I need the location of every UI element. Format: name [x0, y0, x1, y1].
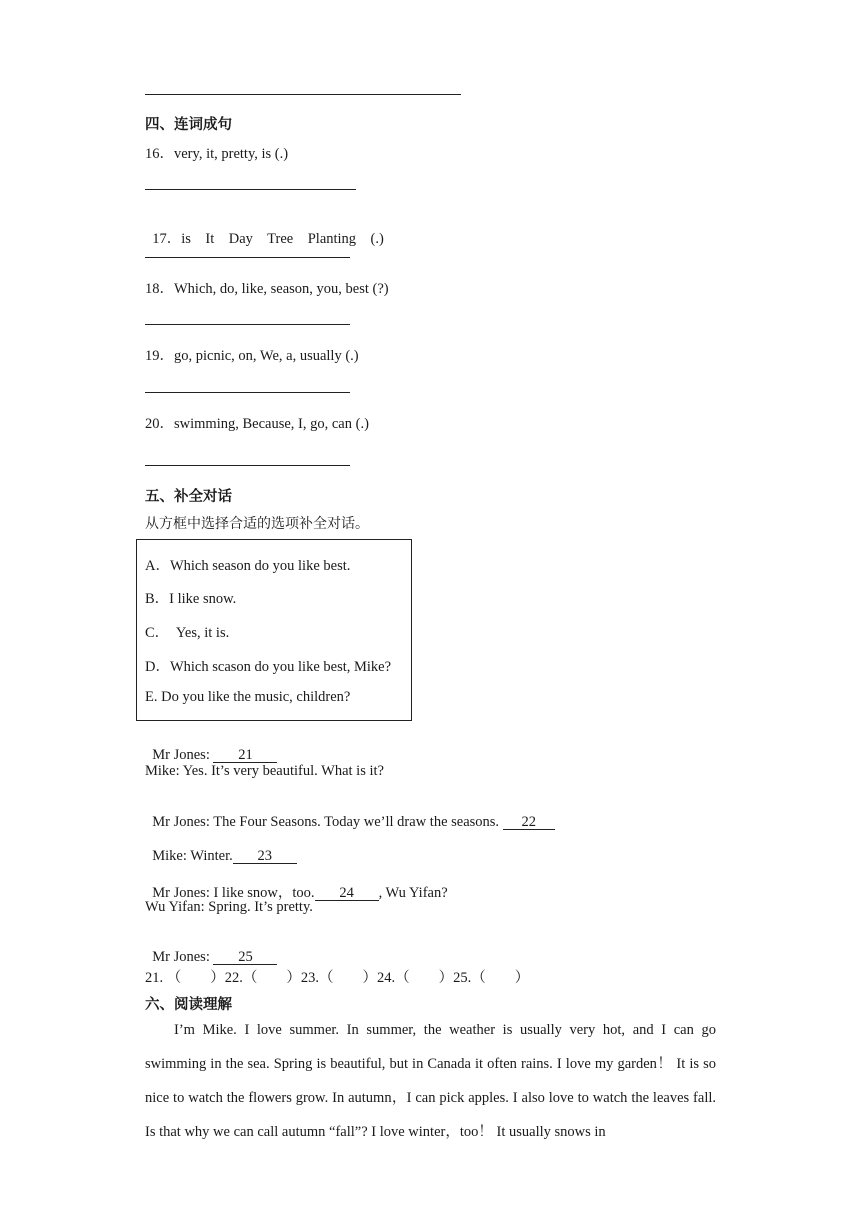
question-number: 18．: [145, 281, 174, 297]
blank-22[interactable]: 22: [503, 815, 555, 830]
dialogue-line-4: [145, 831, 297, 865]
dialogue-text: Mike: Yes. It’s very beautiful. What is it?: [145, 763, 384, 779]
dialogue-text: Mike: Winter.: [152, 848, 233, 864]
question-text: is It Day Tree Planting (.): [181, 231, 384, 247]
question-text: swimming, Because, I, go, can (.): [174, 416, 369, 432]
answer-line-19[interactable]: [145, 392, 350, 393]
question-16: [145, 142, 288, 163]
dialogue-text: Wu Yifan: Spring. It’s pretty.: [145, 899, 313, 915]
blank-24[interactable]: 24: [315, 886, 379, 901]
question-text: go, picnic, on, We, a, usually (.): [174, 348, 359, 364]
dialogue-text: Mr Jones: The Four Seasons. Today we’ll draw the seasons.: [152, 814, 503, 830]
blank-21[interactable]: 21: [213, 748, 277, 763]
question-number: 20．: [145, 416, 174, 432]
option-b: B．I like snow.: [145, 591, 237, 607]
question-20: [145, 412, 369, 433]
option-d: D．Which scason do you like best, Mike?: [145, 659, 392, 675]
dialogue-text: Mr Jones:: [152, 747, 214, 763]
dialogue-line-3: [145, 797, 555, 831]
answer-line-20[interactable]: [145, 465, 350, 466]
top-answer-line: [145, 94, 461, 95]
blank-23[interactable]: 23: [233, 849, 297, 864]
dialogue-line-5: [145, 864, 448, 902]
dialogue-line-7: [145, 932, 277, 966]
dialogue-text: Mr Jones: I like snow，too.: [152, 885, 315, 901]
passage-paragraph: I’m Mike. I love summer. In summer, the weather is usually very hot, and I can go swimming in the sea. Spring is beautiful, but in Canada it often rains. I love my garden！ It is so nice to watch the flowers grow. In autumn，I can pick apples. I also love to watch the leaves fall. Is that why we can call autumn “fall”? I love winter，too！ It usually snows in: [145, 1022, 716, 1140]
question-number: 19．: [145, 348, 174, 364]
section5-instruction: 从方框中选择合适的选项补全对话。: [145, 516, 369, 532]
dialogue-line-2: [145, 763, 384, 780]
option-e: E. Do you like the music, children?: [145, 689, 351, 705]
question-19: [145, 344, 359, 365]
reading-passage: [145, 1013, 716, 1149]
question-text: Which, do, like, season, you, best (?): [174, 281, 389, 297]
dialogue-text: , Wu Yifan?: [378, 885, 448, 901]
dialogue-line-1: [145, 730, 277, 764]
question-18: [145, 277, 389, 298]
answer-brackets[interactable]: 21. （ ）22.（ ）23.（ ）24.（ ）25.（ ）: [145, 970, 530, 986]
answer-line-18[interactable]: [145, 324, 350, 325]
option-c: C． Yes, it is.: [145, 625, 230, 641]
question-text: very, it, pretty, is (.): [174, 146, 289, 162]
question-17: [145, 210, 384, 248]
blank-25[interactable]: 25: [213, 950, 277, 965]
question-number: 16．: [145, 146, 174, 162]
answer-line-17[interactable]: [145, 257, 350, 258]
section5-heading: 五、补全对话: [145, 489, 232, 505]
section6-heading: 六、阅读理解: [145, 997, 232, 1013]
dialogue-text: Mr Jones:: [152, 949, 214, 965]
answer-line-16[interactable]: [145, 189, 356, 190]
option-a: A．Which season do you like best.: [145, 558, 351, 574]
dialogue-line-6: [145, 899, 313, 916]
section4-heading: 四、连词成句: [145, 117, 232, 133]
question-number: 17．: [152, 231, 182, 247]
